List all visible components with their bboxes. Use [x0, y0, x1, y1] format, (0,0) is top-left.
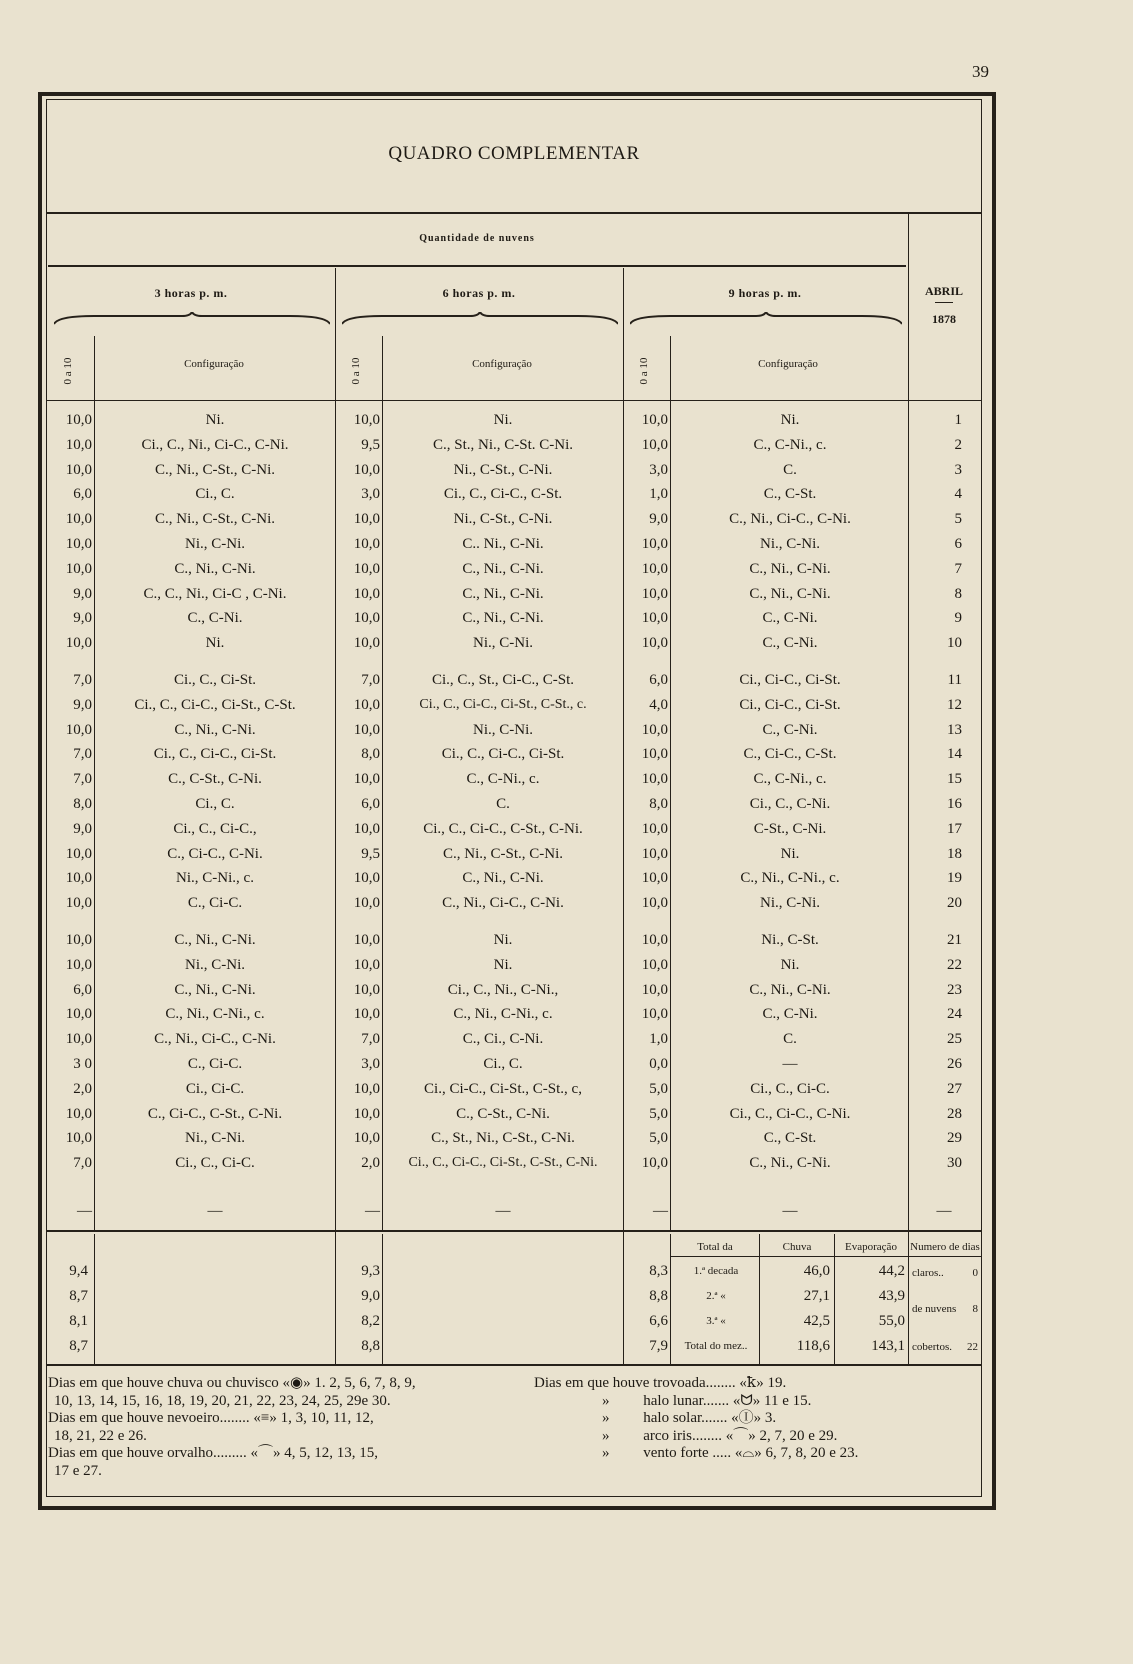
config-3pm: Ci., C., Ci-C. [175, 1155, 255, 1172]
cloud-6pm-value: 6,0 [361, 796, 380, 812]
summary-evap-value: 44,2 [878, 1263, 905, 1279]
config-9pm: C. [783, 1031, 797, 1048]
cloud-3pm-value: 6,0 [73, 486, 92, 503]
config-6pm: C., St., Ni., C-St. C-Ni. [432, 436, 574, 453]
cloud-6pm-value: 10,0 [353, 511, 380, 528]
summary-6pm-avg: 8,8 [361, 1338, 380, 1354]
config-9pm: — [782, 1056, 798, 1072]
summary-6pm-avg: 8,2 [361, 1313, 380, 1329]
summary-header-evap: Evaporação [845, 1241, 897, 1253]
dash-cell: — [782, 1203, 798, 1219]
days-covered-label: cobertos. [912, 1341, 953, 1353]
divider-6pm-summary [382, 1234, 383, 1364]
cloud-9pm-value: 10,0 [641, 436, 668, 453]
note-right-line: » vento forte ..... «⌓» 6, 7, 8, 20 e 23. [602, 1445, 859, 1461]
dash-cell: — [653, 1203, 668, 1219]
config-6pm: Ni., C-Ni. [473, 721, 533, 738]
config-3pm: C., Ni., Ci-C., C-Ni. [154, 1031, 276, 1048]
cloud-6pm-value: 10,0 [353, 412, 380, 428]
config-3pm: C., Ni., C-Ni. [174, 721, 256, 738]
summary-9pm-avg: 8,3 [649, 1263, 668, 1279]
cloud-6pm-value: 10,0 [353, 696, 380, 713]
summary-evap-value: 43,9 [878, 1288, 905, 1304]
summary-rain-value: 27,1 [803, 1288, 830, 1304]
day-number: 19 [947, 870, 962, 887]
day-number: 28 [947, 1105, 962, 1122]
cloud-3pm-value: 9,0 [73, 585, 92, 602]
cloud-3pm-value: 10,0 [65, 1130, 92, 1147]
config-3pm: C., Ci-C., C-Ni. [167, 845, 263, 862]
page-title: QUADRO COMPLEMENTAR [388, 143, 640, 164]
cloud-6pm-value: 10,0 [353, 560, 380, 577]
day-number: 12 [947, 696, 962, 713]
day-number: 16 [947, 796, 962, 812]
config-9pm: Ni. [780, 412, 800, 428]
summary-period-label: 2.ª « [706, 1290, 726, 1302]
cloud-6pm-value: 7,0 [361, 1031, 380, 1048]
cloud-3pm-value: 8,0 [73, 796, 92, 812]
cloud-3pm-value: 3 0 [73, 1056, 92, 1072]
cloud-6pm-value: 10,0 [353, 895, 380, 912]
divider-9pm-summary [670, 1234, 671, 1364]
cloud-6pm-value: 10,0 [353, 981, 380, 998]
cloud-9pm-value: 10,0 [641, 610, 668, 627]
note-left-line: Dias em que houve chuva ou chuvisco «◉» 1. 2, 5, 6, 7, 8, 9, [48, 1375, 416, 1391]
summary-period-label: 1.ª decada [693, 1265, 739, 1277]
cloud-9pm-value: 10,0 [641, 845, 668, 862]
config-6pm: Ci., C., Ci-C., Ci-St., C-St., C-Ni. [408, 1155, 598, 1171]
summary-evap-value: 143,1 [871, 1338, 905, 1354]
cloud-3pm-value: 10,0 [65, 536, 92, 552]
cloud-9pm-value: 10,0 [641, 981, 668, 998]
config-3pm: C., Ni., C-Ni., c. [165, 1006, 265, 1023]
divider-3pm-summary [94, 1234, 95, 1364]
cloud-6pm-value: 10,0 [353, 1105, 380, 1122]
config-6pm: Ni. [493, 412, 513, 428]
config-9pm: C., Ni., C-Ni. [749, 560, 831, 577]
config-9pm: C., Ni., C-Ni. [749, 981, 831, 998]
cloud-9pm-value: 10,0 [641, 560, 668, 577]
config-label-6pm: Configuração [472, 358, 532, 370]
config-3pm: C., Ni., C-St., C-Ni. [154, 461, 275, 478]
divider-6pm-value [382, 336, 383, 1232]
cloud-9pm-value: 8,0 [649, 796, 668, 812]
cloud-6pm-value: 10,0 [353, 610, 380, 627]
config-9pm: C-St., C-Ni. [753, 820, 827, 837]
note-right-line: » halo solar....... «Ⓘ» 3. [602, 1410, 777, 1426]
cloud-6pm-value: 10,0 [353, 771, 380, 788]
day-number: 1 [954, 412, 962, 428]
config-9pm: C., Ni., C-Ni. [749, 1155, 831, 1172]
section-6pm-title: 6 horas p. m. [442, 286, 516, 300]
config-9pm: Ni. [780, 956, 800, 973]
config-9pm: Ni., C-Ni. [760, 895, 820, 912]
note-left-line: 10, 13, 14, 15, 16, 18, 19, 20, 21, 22, 23, 24, 25, 29e 30. [54, 1392, 391, 1409]
cloud-9pm-value: 5,0 [649, 1080, 668, 1097]
summary-9pm-avg: 6,6 [649, 1313, 668, 1329]
cloud-6pm-value: 3,0 [361, 486, 380, 503]
day-number: 7 [954, 560, 962, 577]
year-label: 1878 [932, 312, 956, 326]
config-3pm: Ni., C-Ni. [185, 956, 245, 973]
cloud-9pm-value: 10,0 [641, 1006, 668, 1023]
dash-cell: — [936, 1203, 952, 1219]
day-number: 20 [947, 895, 962, 912]
config-9pm: Ci., Ci-C., Ci-St. [739, 672, 841, 688]
cloud-9pm-value: 0,0 [649, 1056, 668, 1072]
cloud-9pm-value: 1,0 [649, 1031, 668, 1048]
section-9pm-title: 9 horas p. m. [728, 286, 802, 300]
cloud-6pm-value: 10,0 [353, 932, 380, 948]
cloud-3pm-value: 10,0 [65, 845, 92, 862]
config-3pm: C., Ni., C-Ni. [174, 932, 256, 948]
days-covered-value: 22 [967, 1341, 978, 1353]
cloud-9pm-value: 10,0 [641, 820, 668, 837]
cloud-6pm-value: 10,0 [353, 635, 380, 652]
day-number: 5 [954, 511, 962, 528]
day-number: 11 [947, 672, 962, 688]
config-6pm: C., Ni., C-Ni., c. [453, 1006, 553, 1023]
summary-3pm-avg: 8,1 [69, 1313, 88, 1329]
day-number: 15 [947, 771, 962, 788]
config-3pm: C., Ni., C-St., C-Ni. [154, 511, 275, 528]
cloud-3pm-value: 6,0 [73, 981, 92, 998]
month-divider [935, 302, 953, 303]
config-3pm: Ci., Ci-C. [185, 1080, 245, 1097]
cloud-6pm-value: 7,0 [361, 672, 380, 688]
cloud-3pm-value: 9,0 [73, 696, 92, 713]
note-left-line: Dias em que houve nevoeiro........ «≡» 1, 3, 10, 11, 12, [48, 1410, 374, 1426]
cloud-9pm-value: 10,0 [641, 1155, 668, 1172]
divider-3pm-value [94, 336, 95, 1232]
scale-label-3pm: 0 a 10 [62, 357, 74, 385]
summary-header-days: Numero de dias [910, 1241, 980, 1253]
day-number: 22 [947, 956, 962, 973]
config-3pm: C., Ni., C-Ni. [174, 560, 256, 577]
cloud-9pm-value: 10,0 [641, 536, 668, 552]
config-3pm: C., Ni., C-Ni. [174, 981, 256, 998]
cloud-9pm-value: 5,0 [649, 1130, 668, 1147]
cloud-3pm-value: 9,0 [73, 610, 92, 627]
config-3pm: C., Ci-C. [187, 1056, 243, 1072]
cloud-6pm-value: 9,5 [361, 436, 380, 453]
cloud-6pm-value: 10,0 [353, 870, 380, 887]
config-6pm: Ni., C-St., C-Ni. [453, 461, 553, 478]
days-cloudy-value: 8 [972, 1303, 978, 1315]
config-3pm: Ni. [205, 412, 225, 428]
config-3pm: Ni., C-Ni., c. [176, 870, 254, 887]
summary-rain-value: 46,0 [803, 1263, 830, 1279]
config-6pm: Ni., C-Ni. [473, 635, 533, 652]
summary-3pm-avg: 8,7 [69, 1338, 88, 1354]
cloud-6pm-value: 10,0 [353, 536, 380, 552]
day-number: 2 [954, 436, 962, 453]
cloud-3pm-value: 2,0 [73, 1080, 92, 1097]
config-6pm: Ci., C., Ci-C., C-St. [443, 486, 563, 503]
section-3pm-brace [54, 312, 330, 328]
subheading-rule [48, 265, 906, 267]
note-right-line: » halo lunar....... «ᗢ» 11 e 15. [602, 1392, 812, 1409]
summary-9pm-avg: 7,9 [649, 1338, 668, 1354]
day-number: 25 [947, 1031, 962, 1048]
config-3pm: Ci., C., Ni., Ci-C., C-Ni. [141, 436, 289, 453]
config-3pm: Ci., C., Ci-St. [173, 672, 257, 688]
config-6pm: C., C-Ni., c. [466, 771, 540, 788]
cloud-3pm-value: 9,0 [73, 820, 92, 837]
cloud-9pm-value: 4,0 [649, 696, 668, 713]
config-6pm: C., Ni., C-Ni. [462, 585, 544, 602]
summary-period-label: Total do mez.. [684, 1340, 748, 1352]
cloud-6pm-value: 10,0 [353, 1130, 380, 1147]
config-3pm: Ci., C. [195, 486, 235, 503]
cloud-6pm-value: 10,0 [353, 721, 380, 738]
cloud-3pm-value: 10,0 [65, 895, 92, 912]
config-9pm: C., Ni., C-Ni. [749, 585, 831, 602]
day-number: 27 [947, 1080, 962, 1097]
config-9pm: C., C-Ni., c. [753, 771, 827, 788]
config-3pm: C., C-Ni. [187, 610, 243, 627]
cloud-3pm-value: 10,0 [65, 721, 92, 738]
cloud-6pm-value: 10,0 [353, 461, 380, 478]
cloud-3pm-value: 10,0 [65, 511, 92, 528]
day-number: 17 [947, 820, 962, 837]
cloud-3pm-value: 10,0 [65, 461, 92, 478]
cloud-6pm-value: 9,5 [361, 845, 380, 862]
section-6pm-brace [342, 312, 618, 328]
config-3pm: C., Ci-C., C-St., C-Ni. [147, 1105, 283, 1122]
section-3pm-title: 3 horas p. m. [154, 286, 228, 300]
config-3pm: Ni., C-Ni. [185, 536, 245, 552]
config-6pm: C. [496, 796, 510, 812]
config-label-9pm: Configuração [758, 358, 818, 370]
config-9pm: Ci., C., Ci-C. [750, 1080, 830, 1097]
cloud-3pm-value: 10,0 [65, 1031, 92, 1048]
cloud-3pm-value: 10,0 [65, 1006, 92, 1023]
config-9pm: Ni., C-St. [761, 932, 819, 948]
config-6pm: C., Ni., Ci-C., C-Ni. [442, 895, 564, 912]
day-number: 26 [947, 1056, 962, 1072]
cloud-9pm-value: 10,0 [641, 635, 668, 652]
day-number: 9 [954, 610, 962, 627]
cloud-3pm-value: 10,0 [65, 560, 92, 577]
cloud-9pm-value: 6,0 [649, 672, 668, 688]
config-6pm: Ni. [493, 932, 513, 948]
cloud-3pm-value: 7,0 [73, 746, 92, 763]
cloud-9pm-value: 10,0 [641, 870, 668, 887]
day-number: 24 [947, 1006, 962, 1023]
cloud-6pm-value: 10,0 [353, 585, 380, 602]
summary-3pm-avg: 9,4 [69, 1263, 88, 1279]
summary-header-total: Total da [697, 1241, 733, 1253]
config-3pm: C., C., Ni., Ci-C , C-Ni. [143, 585, 287, 602]
config-9pm: C., C-St. [763, 486, 817, 503]
config-9pm: Ni. [780, 845, 800, 862]
cloud-3pm-value: 10,0 [65, 870, 92, 887]
day-number: 23 [947, 981, 962, 998]
cloud-3pm-value: 10,0 [65, 635, 92, 652]
summary-6pm-avg: 9,0 [361, 1288, 380, 1304]
summary-header-rain: Chuva [782, 1241, 812, 1253]
days-clear-label: claros.. [912, 1267, 944, 1279]
note-left-line: 17 e 27. [54, 1462, 102, 1479]
cloud-9pm-value: 10,0 [641, 412, 668, 428]
config-9pm: Ci., C., C-Ni. [749, 796, 831, 812]
config-6pm: Ci., C., Ci-C., Ci-St., C-St., c. [419, 696, 587, 712]
cloud-6pm-value: 2,0 [361, 1155, 380, 1172]
day-number: 10 [947, 635, 962, 652]
day-number: 6 [954, 536, 962, 552]
day-number: 3 [954, 461, 962, 478]
summary-6pm-avg: 9,3 [361, 1263, 380, 1279]
config-3pm: Ni., C-Ni. [185, 1130, 245, 1147]
cloud-9pm-value: 10,0 [641, 895, 668, 912]
cloud-9pm-value: 10,0 [641, 585, 668, 602]
cloud-3pm-value: 10,0 [65, 956, 92, 973]
summary-top-rule [46, 1230, 982, 1232]
cloud-6pm-value: 3,0 [361, 1056, 380, 1072]
summary-evap-value: 55,0 [878, 1313, 905, 1329]
days-clear-value: 0 [972, 1267, 978, 1279]
config-9pm: C., Ni., Ci-C., C-Ni. [729, 511, 851, 528]
cloud-9pm-value: 10,0 [641, 771, 668, 788]
config-6pm: Ni., C-St., C-Ni. [453, 511, 553, 528]
config-3pm: Ci., C., Ci-C., Ci-St. [153, 746, 277, 763]
config-6pm: Ci., C., St., Ci-C., C-St. [431, 672, 575, 688]
config-3pm: Ci., C., Ci-C., [173, 820, 257, 837]
cloud-3pm-value: 10,0 [65, 436, 92, 453]
cloud-quantity-heading: Quantidade de nuvens [419, 233, 535, 244]
summary-rain-value: 118,6 [796, 1338, 830, 1354]
scale-label-6pm: 0 a 10 [350, 357, 362, 385]
config-6pm: Ni. [493, 956, 513, 973]
summary-rain-value: 42,5 [803, 1313, 830, 1329]
config-6pm: C., Ci., C-Ni. [462, 1031, 544, 1048]
config-3pm: Ci., C. [195, 796, 235, 812]
cloud-9pm-value: 10,0 [641, 746, 668, 763]
note-left-line: Dias em que houve orvalho......... «⌒» 4, 5, 12, 13, 15, [48, 1445, 378, 1461]
config-6pm: C.. Ni., C-Ni. [462, 536, 544, 552]
config-6pm: C., St., Ni., C-St., C-Ni. [431, 1130, 575, 1147]
month-label: ABRIL [924, 284, 963, 298]
day-number: 14 [947, 746, 962, 763]
scale-label-9pm: 0 a 10 [638, 357, 650, 385]
note-right-line: Dias em que houve trovoada........ «ꝁ» 19. [534, 1375, 787, 1391]
cloud-9pm-value: 5,0 [649, 1105, 668, 1122]
cloud-3pm-value: 7,0 [73, 672, 92, 688]
config-label-3pm: Configuração [184, 358, 244, 370]
day-number: 13 [947, 721, 962, 738]
note-left-line: 18, 21, 22 e 26. [54, 1427, 147, 1444]
config-3pm: C., Ci-C. [187, 895, 243, 912]
config-9pm: C., C-Ni. [762, 635, 818, 652]
cloud-6pm-value: 10,0 [353, 956, 380, 973]
config-3pm: Ci., C., Ci-C., Ci-St., C-St. [134, 696, 296, 713]
cloud-9pm-value: 10,0 [641, 932, 668, 948]
notes-top-rule [46, 1364, 982, 1366]
divider-9pm-day [908, 214, 909, 1364]
cloud-9pm-value: 3,0 [649, 461, 668, 478]
section-9pm-brace [630, 312, 902, 328]
title-rule [46, 212, 982, 214]
dash-cell: — [365, 1203, 380, 1219]
config-9pm: C., C-St. [763, 1130, 817, 1147]
config-9pm: C., C-Ni. [762, 1006, 818, 1023]
config-6pm: Ci., C., Ci-C., C-St., C-Ni. [423, 820, 583, 837]
config-6pm: Ci., C., Ni., C-Ni., [447, 981, 559, 998]
config-6pm: C., Ni., C-Ni. [462, 560, 544, 577]
days-cloudy-label: de nuvens [912, 1303, 957, 1315]
config-6pm: Ci., Ci-C., Ci-St., C-St., c, [424, 1080, 582, 1097]
config-3pm: Ni. [205, 635, 225, 652]
config-9pm: C. [783, 461, 797, 478]
config-6pm: C., Ni., C-Ni. [462, 870, 544, 887]
cloud-6pm-value: 10,0 [353, 1080, 380, 1097]
config-9pm: C., C-Ni. [762, 721, 818, 738]
day-number: 30 [947, 1155, 962, 1172]
cloud-3pm-value: 10,0 [65, 412, 92, 428]
config-9pm: Ci., C., Ci-C., C-Ni. [729, 1105, 851, 1122]
day-number: 4 [954, 486, 962, 503]
cloud-9pm-value: 10,0 [641, 956, 668, 973]
cloud-6pm-value: 10,0 [353, 820, 380, 837]
config-6pm: C., Ni., C-Ni. [462, 610, 544, 627]
cloud-9pm-value: 9,0 [649, 511, 668, 528]
config-9pm: C., Ci-C., C-St. [743, 746, 837, 763]
day-number: 21 [947, 932, 962, 948]
divider-9pm-value [670, 336, 671, 1232]
cloud-3pm-value: 10,0 [65, 1105, 92, 1122]
config-3pm: C., C-St., C-Ni. [168, 771, 262, 788]
cloud-3pm-value: 7,0 [73, 771, 92, 788]
cloud-6pm-value: 10,0 [353, 1006, 380, 1023]
page-number: 39 [972, 62, 989, 81]
dash-cell: — [495, 1203, 511, 1219]
config-6pm: Ci., C., Ci-C., Ci-St. [441, 746, 565, 763]
summary-9pm-avg: 8,8 [649, 1288, 668, 1304]
dash-cell: — [207, 1203, 223, 1219]
config-9pm: C., C-Ni., c. [753, 436, 827, 453]
cloud-6pm-value: 8,0 [361, 746, 380, 763]
cloud-3pm-value: 10,0 [65, 932, 92, 948]
cloud-9pm-value: 1,0 [649, 486, 668, 503]
summary-3pm-avg: 8,7 [69, 1288, 88, 1304]
summary-period-label: 3.ª « [706, 1315, 726, 1327]
config-9pm: C., C-Ni. [762, 610, 818, 627]
config-6pm: Ci., C. [483, 1056, 523, 1072]
config-6pm: C., Ni., C-St., C-Ni. [442, 845, 563, 862]
day-number: 29 [947, 1130, 962, 1147]
cloud-3pm-value: 7,0 [73, 1155, 92, 1172]
cloud-9pm-value: 10,0 [641, 721, 668, 738]
note-right-line: » arco iris........ «⌒» 2, 7, 20 e 29. [602, 1427, 838, 1444]
header-bottom-rule [46, 400, 982, 401]
config-6pm: C., C-St., C-Ni. [456, 1105, 550, 1122]
config-9pm: Ci., Ci-C., Ci-St. [739, 696, 841, 713]
dash-cell: — [77, 1203, 92, 1219]
config-9pm: C., Ni., C-Ni., c. [740, 870, 840, 887]
day-number: 8 [954, 585, 962, 602]
day-number: 18 [947, 845, 962, 862]
config-9pm: Ni., C-Ni. [760, 536, 820, 552]
